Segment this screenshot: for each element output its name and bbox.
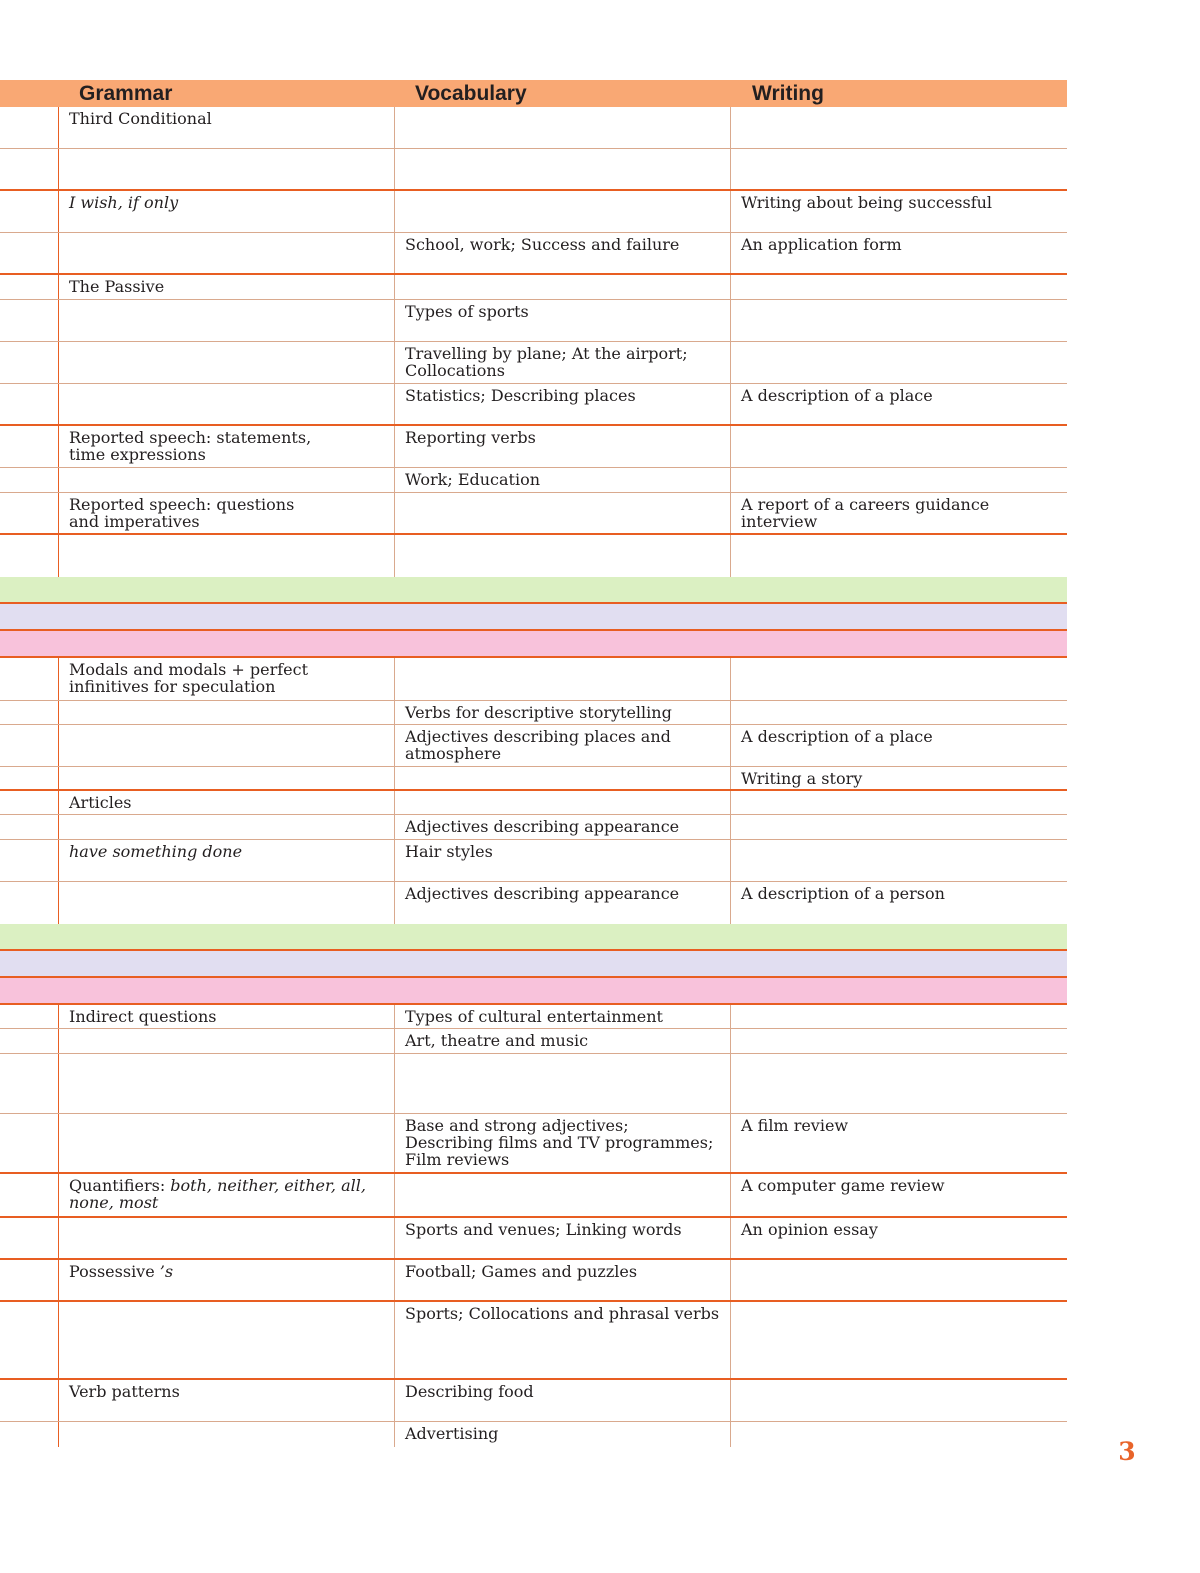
unit-band-pink xyxy=(0,978,1067,1005)
writing-cell: A report of a careers guidance interview xyxy=(730,493,1067,533)
grammar-cell xyxy=(58,1218,394,1258)
table-row xyxy=(0,1218,1067,1260)
table-row xyxy=(0,815,1067,840)
grammar-cell xyxy=(58,233,394,273)
writing-cell xyxy=(730,658,1067,700)
writing-cell xyxy=(730,815,1067,839)
grammar-cell xyxy=(58,1302,394,1378)
grammar-cell xyxy=(58,1422,394,1447)
vocabulary-cell: Types of sports xyxy=(394,300,730,341)
vocabulary-cell xyxy=(394,791,730,814)
vocabulary-cell: Adjectives describing places and atmosphere xyxy=(394,725,730,766)
unit-column-cell xyxy=(0,791,58,814)
grammar-cell xyxy=(58,701,394,724)
unit-column-cell xyxy=(0,767,58,789)
grammar-text-part: Possessive xyxy=(69,1262,160,1281)
grammar-cell: have something done xyxy=(58,840,394,881)
unit-column-cell xyxy=(0,107,58,148)
table-row xyxy=(0,1054,1067,1114)
grammar-cell: Verb patterns xyxy=(58,1380,394,1421)
table-row xyxy=(0,1302,1067,1380)
unit-column-cell xyxy=(0,468,58,492)
table-row xyxy=(0,535,1067,577)
grammar-cell xyxy=(58,1174,394,1216)
grammar-cell xyxy=(58,149,394,189)
writing-cell: A description of a place xyxy=(730,725,1067,766)
writing-cell xyxy=(730,535,1067,577)
writing-cell xyxy=(730,1422,1067,1447)
unit-column-cell xyxy=(0,1302,58,1378)
writing-cell xyxy=(730,275,1067,299)
table-row xyxy=(0,107,1067,149)
unit-column-cell xyxy=(0,701,58,724)
writing-cell: Writing a story xyxy=(730,767,1067,789)
table-row xyxy=(0,701,1067,725)
vocabulary-cell: School, work; Success and failure xyxy=(394,233,730,273)
unit-column-cell xyxy=(0,658,58,700)
grammar-cell xyxy=(58,468,394,492)
writing-cell xyxy=(730,342,1067,383)
writing-cell xyxy=(730,1302,1067,1378)
unit-column-cell xyxy=(0,300,58,341)
table-row xyxy=(0,1380,1067,1422)
grammar-text-part: Quantifiers: xyxy=(69,1176,171,1195)
writing-cell xyxy=(730,791,1067,814)
table-row xyxy=(0,658,1067,701)
writing-cell: A computer game review xyxy=(730,1174,1067,1216)
vocabulary-cell xyxy=(394,1054,730,1113)
unit-column-cell xyxy=(0,1380,58,1421)
unit-column-cell xyxy=(0,840,58,881)
unit-band-lilac xyxy=(0,604,1067,631)
unit-column-cell xyxy=(0,275,58,299)
unit-column-cell xyxy=(0,1422,58,1447)
vocabulary-cell xyxy=(394,107,730,148)
grammar-cell: Reported speech: questions and imperatives xyxy=(58,493,394,533)
grammar-cell: Reported speech: statements, time expressions xyxy=(58,426,394,467)
unit-band-green xyxy=(0,577,1067,604)
writing-cell xyxy=(730,468,1067,492)
grammar-cell: The Passive xyxy=(58,275,394,299)
contents-table xyxy=(0,80,1067,1447)
table-row xyxy=(0,384,1067,426)
vocabulary-cell xyxy=(394,275,730,299)
writing-cell xyxy=(730,1380,1067,1421)
writing-cell xyxy=(730,300,1067,341)
unit-column-cell xyxy=(0,493,58,533)
table-row xyxy=(0,468,1067,493)
unit-band-green xyxy=(0,924,1067,951)
unit-band-pink xyxy=(0,631,1067,658)
writing-cell xyxy=(730,107,1067,148)
grammar-cell: Modals and modals + perfect infinitives for speculation xyxy=(58,658,394,700)
vocabulary-cell: Sports; Collocations and phrasal verbs xyxy=(394,1302,730,1378)
writing-cell xyxy=(730,426,1067,467)
table-row xyxy=(0,233,1067,275)
grammar-cell xyxy=(58,1260,394,1300)
unit-column-cell xyxy=(0,1005,58,1028)
grammar-cell xyxy=(58,1054,394,1113)
vocabulary-cell xyxy=(394,535,730,577)
writing-cell xyxy=(730,1029,1067,1053)
vocabulary-cell xyxy=(394,767,730,789)
table-row xyxy=(0,1029,1067,1054)
vocabulary-cell: Travelling by plane; At the airport; Collocations xyxy=(394,342,730,383)
unit-column-cell xyxy=(0,191,58,232)
grammar-cell xyxy=(58,815,394,839)
table-row xyxy=(0,426,1067,468)
vocabulary-cell: Base and strong adjectives; Describing films and TV programmes; Film reviews xyxy=(394,1114,730,1172)
grammar-cell: Articles xyxy=(58,791,394,814)
table-row xyxy=(0,342,1067,384)
vocabulary-cell: Hair styles xyxy=(394,840,730,881)
table-row xyxy=(0,493,1067,535)
grammar-cell: I wish, if only xyxy=(58,191,394,232)
writing-cell xyxy=(730,1054,1067,1113)
table-row xyxy=(0,149,1067,191)
vocabulary-cell: Art, theatre and music xyxy=(394,1029,730,1053)
unit-column-cell xyxy=(0,1114,58,1172)
vocabulary-cell: Adjectives describing appearance xyxy=(394,882,730,924)
header-writing: Writing xyxy=(752,82,824,105)
header-vocabulary: Vocabulary xyxy=(415,82,527,105)
table-row xyxy=(0,725,1067,767)
vocabulary-cell: Verbs for descriptive storytelling xyxy=(394,701,730,724)
writing-cell xyxy=(730,1005,1067,1028)
vocabulary-cell: Statistics; Describing places xyxy=(394,384,730,424)
table-row xyxy=(0,1260,1067,1302)
unit-column-cell xyxy=(0,815,58,839)
unit-column-cell xyxy=(0,882,58,924)
unit-column-cell xyxy=(0,384,58,424)
table-row xyxy=(0,882,1067,924)
table-row xyxy=(0,791,1067,815)
header-grammar: Grammar xyxy=(79,82,173,105)
writing-cell: A description of a place xyxy=(730,384,1067,424)
unit-column-cell xyxy=(0,233,58,273)
grammar-cell: Third Conditional xyxy=(58,107,394,148)
grammar-cell xyxy=(58,384,394,424)
vocabulary-cell: Types of cultural entertainment xyxy=(394,1005,730,1028)
vocabulary-cell: Football; Games and puzzles xyxy=(394,1260,730,1300)
table-row xyxy=(0,1114,1067,1174)
grammar-text-part: both, neither, either, all, none, most xyxy=(69,1176,366,1212)
grammar-cell xyxy=(58,1029,394,1053)
unit-column-cell xyxy=(0,342,58,383)
unit-column-cell xyxy=(0,1054,58,1113)
writing-cell: A film review xyxy=(730,1114,1067,1172)
grammar-cell xyxy=(58,767,394,789)
grammar-cell: Indirect questions xyxy=(58,1005,394,1028)
grammar-cell xyxy=(58,300,394,341)
writing-cell: A description of a person xyxy=(730,882,1067,924)
unit-column-cell xyxy=(0,725,58,766)
grammar-cell xyxy=(58,882,394,924)
vocabulary-cell xyxy=(394,658,730,700)
table-row xyxy=(0,1005,1067,1029)
unit-column-cell xyxy=(0,426,58,467)
unit-column-cell xyxy=(0,1260,58,1300)
writing-cell xyxy=(730,701,1067,724)
unit-column-cell xyxy=(0,1218,58,1258)
table-row xyxy=(0,191,1067,233)
grammar-cell xyxy=(58,535,394,577)
table-row xyxy=(0,1422,1067,1447)
page-number: 3 xyxy=(1118,1437,1136,1466)
vocabulary-cell xyxy=(394,191,730,232)
vocabulary-cell: Work; Education xyxy=(394,468,730,492)
vocabulary-cell xyxy=(394,1174,730,1216)
vocabulary-cell: Reporting verbs xyxy=(394,426,730,467)
table-header xyxy=(0,80,1067,107)
grammar-cell xyxy=(58,1114,394,1172)
writing-cell: An opinion essay xyxy=(730,1218,1067,1258)
grammar-cell xyxy=(58,725,394,766)
unit-band-lilac xyxy=(0,951,1067,978)
unit-column-cell xyxy=(0,535,58,577)
writing-cell xyxy=(730,1260,1067,1300)
writing-cell xyxy=(730,840,1067,881)
table-row xyxy=(0,840,1067,882)
table-row xyxy=(0,1174,1067,1218)
vocabulary-cell: Advertising xyxy=(394,1422,730,1447)
unit-column-cell xyxy=(0,149,58,189)
vocabulary-cell: Adjectives describing appearance xyxy=(394,815,730,839)
vocabulary-cell: Sports and venues; Linking words xyxy=(394,1218,730,1258)
writing-cell: An application form xyxy=(730,233,1067,273)
table-row xyxy=(0,275,1067,300)
unit-column-cell xyxy=(0,1174,58,1216)
table-row xyxy=(0,300,1067,342)
writing-cell xyxy=(730,149,1067,189)
table-body xyxy=(0,107,1067,1447)
vocabulary-cell xyxy=(394,493,730,533)
vocabulary-cell xyxy=(394,149,730,189)
grammar-cell xyxy=(58,342,394,383)
vocabulary-cell: Describing food xyxy=(394,1380,730,1421)
grammar-text-part: ’s xyxy=(159,1262,174,1281)
table-row xyxy=(0,767,1067,791)
writing-cell: Writing about being successful xyxy=(730,191,1067,232)
unit-column-cell xyxy=(0,1029,58,1053)
